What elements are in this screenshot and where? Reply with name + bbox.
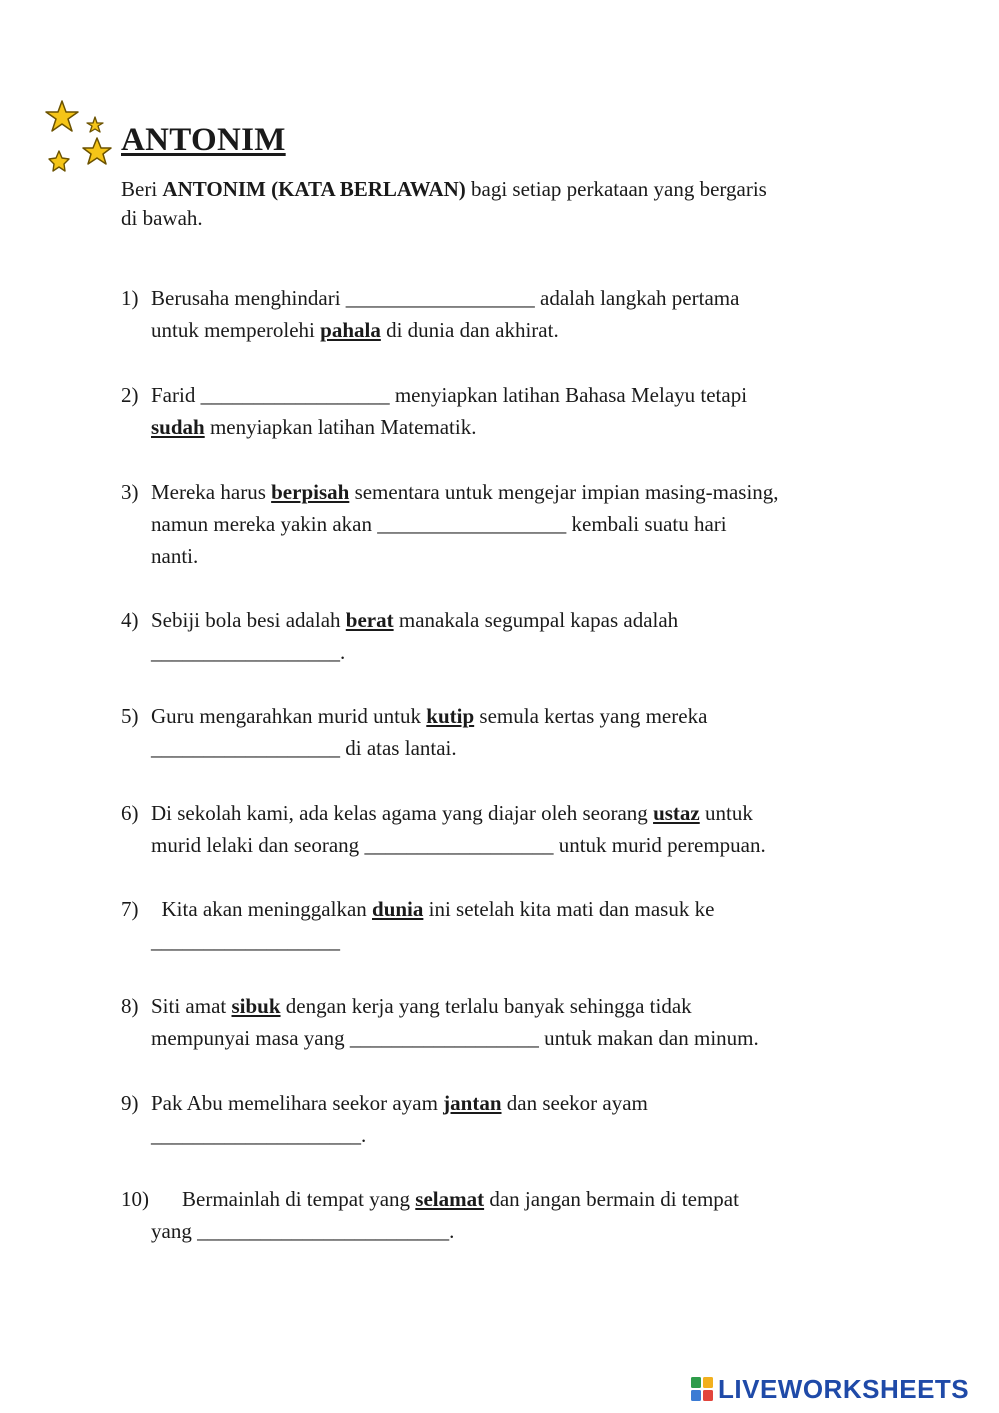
question-text: manakala segumpal kapas adalah [393,608,679,632]
question-text: Di sekolah kami, ada kelas agama yang diajar oleh seorang [151,801,654,825]
question-text: dengan kerja yang terlalu banyak sehingga tidak [280,994,692,1018]
question-text: untuk murid perempuan. [553,833,766,857]
question-text: Sebiji bola besi adalah [151,608,346,632]
question-text: Farid [151,383,201,407]
question-4 [121,604,901,668]
answer-blank[interactable]: ____________________ [151,1123,361,1147]
liveworksheets-logo-icon [690,1376,714,1402]
question-number: 3) [121,480,139,504]
question-text: murid lelaki dan seorang [151,833,365,857]
question-text: kembali suatu hari [566,512,727,536]
instructions-emphasis: ANTONIM (KATA BERLAWAN) [162,177,466,201]
question-text: dan seekor ayam [501,1091,648,1115]
question-number: 4) [121,608,139,632]
question-number: 10) [121,1187,149,1211]
question-6 [121,797,901,861]
underlined-keyword: sibuk [231,994,281,1018]
underlined-keyword: dunia [372,897,424,921]
answer-blank[interactable]: ________________________ [197,1219,450,1243]
underlined-keyword: selamat [415,1187,485,1211]
question-text: ini setelah kita mati dan masuk ke [423,897,715,921]
question-3 [121,476,901,572]
question-text: mempunyai masa yang [151,1026,350,1050]
question-1 [121,282,901,346]
question-number: 7) [121,897,139,921]
question-text: yang [151,1219,198,1243]
question-text: semula kertas yang mereka [474,704,708,728]
worksheet-title: ANTONIM [121,122,286,158]
question-text: di dunia dan akhirat. [380,318,559,342]
underlined-keyword: ustaz [653,801,700,825]
star-icon [46,101,78,131]
question-text: Mereka harus [151,480,272,504]
underlined-keyword: pahala [320,318,381,342]
question-text: . [361,1123,367,1147]
liveworksheets-brand: LIVEWORKSHEETS [718,1374,970,1404]
question-text: . [340,640,346,664]
question-text: . [449,1219,455,1243]
question-2 [121,379,901,443]
question-7 [121,893,901,957]
answer-blank[interactable]: __________________ [151,929,340,953]
question-5 [121,700,901,764]
question-10 [121,1183,901,1247]
star-icon [83,138,111,164]
answer-blank[interactable]: __________________ [349,1026,539,1050]
answer-blank[interactable]: __________________ [364,833,554,857]
question-text: untuk memperolehi [151,318,321,342]
question-9 [121,1087,901,1151]
question-text: untuk makan dan minum. [538,1026,759,1050]
question-text: nanti. [151,544,199,568]
underlined-keyword: jantan [443,1091,502,1115]
question-text: Kita akan meninggalkan [151,897,373,921]
question-number: 2) [121,383,139,407]
instructions-text: di bawah. [121,206,203,230]
question-number: 9) [121,1091,139,1115]
stars-decoration-icon [40,98,120,182]
question-text: dan jangan bermain di tempat [484,1187,739,1211]
question-number: 1) [121,286,139,310]
question-text: menyiapkan latihan Matematik. [204,415,477,439]
underlined-keyword: kutip [426,704,475,728]
liveworksheets-footer[interactable] [690,1374,969,1404]
answer-blank[interactable]: __________________ [200,383,390,407]
answer-blank[interactable]: __________________ [151,736,340,760]
instructions [121,175,866,233]
question-text: Guru mengarahkan murid untuk [151,704,427,728]
question-number: 5) [121,704,139,728]
star-icon [49,151,69,171]
question-text: sementara untuk mengejar impian masing-masing, [349,480,779,504]
question-text: untuk [699,801,753,825]
instructions-text: Beri [121,177,163,201]
question-text: Bermainlah di tempat yang [182,1187,416,1211]
underlined-keyword: sudah [151,415,205,439]
star-icon [87,117,103,132]
underlined-keyword: berat [345,608,394,632]
question-8 [121,990,901,1054]
question-text: Berusaha menghindari [151,286,346,310]
question-text: adalah langkah pertama [534,286,740,310]
question-text: Siti amat [151,994,232,1018]
question-text: di atas lantai. [340,736,457,760]
question-number: 8) [121,994,139,1018]
underlined-keyword: berpisah [271,480,350,504]
instructions-text: bagi setiap perkataan yang bergaris [465,177,767,201]
answer-blank[interactable]: __________________ [377,512,567,536]
question-number: 6) [121,801,139,825]
question-text: namun mereka yakin akan [151,512,378,536]
question-text: menyiapkan latihan Bahasa Melayu tetapi [389,383,748,407]
answer-blank[interactable]: __________________ [345,286,535,310]
question-text: Pak Abu memelihara seekor ayam [151,1091,444,1115]
answer-blank[interactable]: __________________ [151,640,340,664]
